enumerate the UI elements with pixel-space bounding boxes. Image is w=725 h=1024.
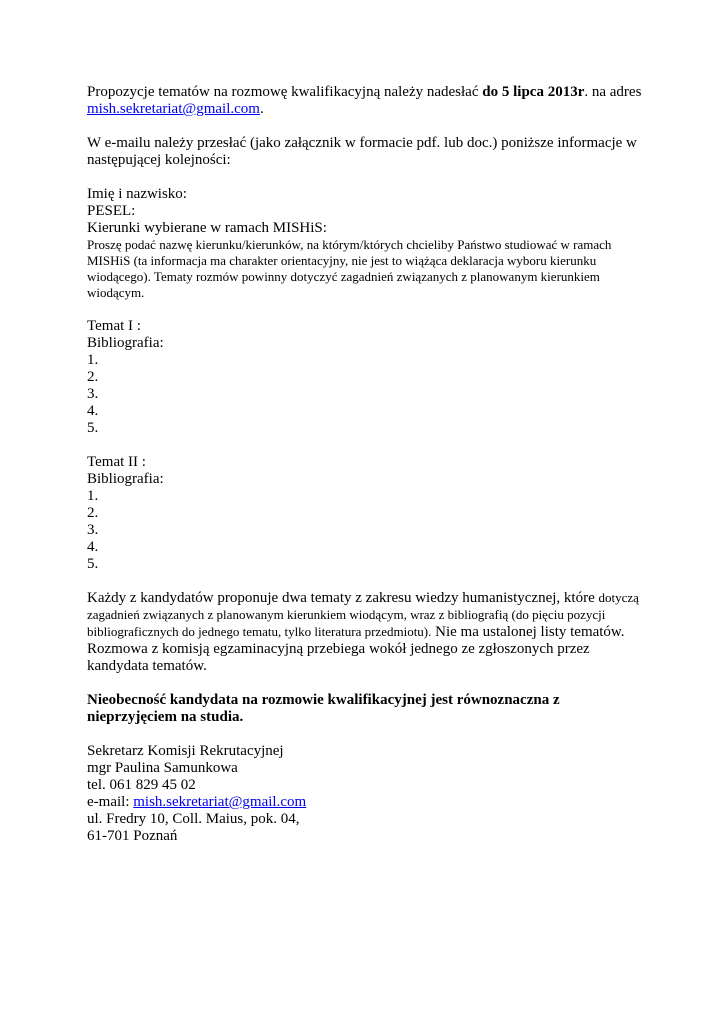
topic1-item: 3. [87,386,99,402]
intro-paragraph [87,84,647,118]
contact-role: Sekretarz Komisji Rekrutacyjnej [87,743,284,759]
contact-address-2: 61-701 Poznań [87,828,178,844]
email-link[interactable]: mish.sekretariat@gmail.com [87,101,260,117]
field-pesel: PESEL: [87,203,136,219]
topic1-item: 5. [87,420,99,436]
topic2-title: Temat II : [87,454,146,470]
rules-text-c: Nie ma ustalonej listy tematów. Rozmowa z komisją egzaminacyjną przebiega wokół jednego ze zgłoszonych przez kandydata tematów. [87,624,625,674]
topic1-bibliography: Bibliografia: [87,335,164,351]
intro-text-2: . na adres [584,84,642,100]
topic1-item: 1. [87,352,99,368]
warning-paragraph [87,692,647,726]
topic2-bibliography: Bibliografia: [87,471,164,487]
document-body [87,84,647,845]
field-directions: Kierunki wybierane w ramach MISHiS: [87,220,327,236]
intro-text: Propozycje tematów na rozmowę kwalifikacyjną należy nadesłać [87,84,483,100]
contact-address-1: ul. Fredry 10, Coll. Maius, pok. 04, [87,811,300,827]
topic2-item: 1. [87,488,99,504]
topic2-item: 3. [87,522,99,538]
rules-text-b: dotyczą zagadnień związanych z planowanym kierunkiem wiodącym, wraz z bibliografią (do pięciu pozycji bibliograficznych do jednego tematu, tylko literatura przedmiotu). [87,590,639,639]
directions-note: Proszę podać nazwę kierunku/kierunków, na którym/których chcieliby Państwo studiować w ramach MISHiS (ta informacja ma charakter orientacyjny, nie jest to wiążąca deklaracja wyboru kierunku wiodącego). Tematy rozmów powinny dotyczyć zagadnień związanych z planowanym kierunkiem wiodącym. [87,237,612,300]
intro-text-3: . [259,101,264,117]
warning-text: Nieobecność kandydata na rozmowie kwalifikacyjnej jest równoznaczna z nieprzyjęciem na studia. [87,692,560,725]
contact-email-label: e-mail: [87,794,134,810]
topic1-item: 4. [87,403,99,419]
rules-paragraph [87,590,647,675]
instructions-paragraph: W e-mailu należy przesłać (jako załącznik w formacie pdf. lub doc.) poniższe informacje w następującej kolejności: [87,135,637,168]
topic1-item: 2. [87,369,99,385]
topic2-item: 4. [87,539,99,555]
contact-email-link[interactable]: mish.sekretariat@gmail.com [133,794,307,810]
deadline-text: do 5 lipca 2013r [482,84,585,100]
topic2-item: 5. [87,556,99,572]
rules-text-a: Każdy z kandydatów proponuje dwa tematy z zakresu wiedzy humanistycznej, które [87,590,599,606]
contact-email-line [87,794,647,811]
topic1-title: Temat I : [87,318,141,334]
topic2-item: 2. [87,505,99,521]
field-name: Imię i nazwisko: [87,186,187,202]
contact-phone: tel. 061 829 45 02 [87,777,196,793]
contact-name: mgr Paulina Samunkowa [87,760,238,776]
